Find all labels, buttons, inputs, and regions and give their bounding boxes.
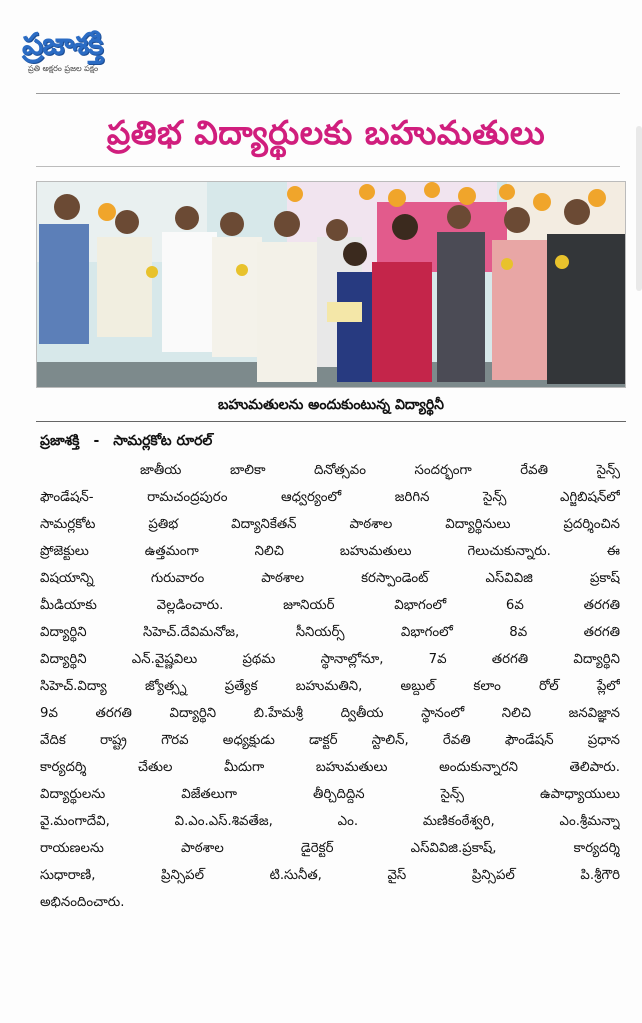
- article-line: రాయణలను పాఠశాల డైరెక్టర్ ఎస్‌వివిజి.ప్రకాష్, కార్యదర్శి: [40, 841, 620, 856]
- header-divider: [36, 93, 620, 94]
- article-line: విషయాన్ని గురువారం పాఠశాల కరస్పాండెంట్ ఎస్‌వివిజి ప్రకాష్: [40, 571, 620, 586]
- article-line: విద్యార్థిని ఎన్.వైష్ణవిలు ప్రథమ స్థానాల్లోనూ, 7వ తరగతి విద్యార్థిని: [40, 652, 620, 667]
- dateline-place: సామర్లకోట రూరల్: [113, 433, 213, 449]
- article-line: విద్యార్థిని సిహెచ్.దేవిమనోజ, సీనియర్స్ విభాగంలో 8వ తరగతి: [40, 625, 620, 640]
- dateline: [40, 428, 620, 454]
- article-line: 9వ తరగతి విద్యార్థిని బి.హేమశ్రీ ద్వితీయ స్థానంలో నిలిచి జనవిజ్ఞాన: [40, 706, 620, 721]
- logo-tagline: ప్రతి అక్షరం ప్రజల పక్షం: [28, 64, 99, 73]
- article-line: కార్యదర్శి చేతుల మీదుగా బహుమతులు అందుకున్నారని తెలిపారు.: [40, 760, 620, 775]
- logo-text: ప్రజాశక్తి: [22, 27, 103, 62]
- article-body: [40, 457, 620, 916]
- scrollbar[interactable]: [636, 126, 642, 291]
- masthead-logo: [22, 28, 202, 88]
- article-line: వేదిక రాష్ట్ర గౌరవ అధ్యక్షుడు డాక్టర్ స్టాలిన్, రేవతి ఫౌండేషన్ ప్రధాన: [40, 733, 620, 748]
- headline: ప్రతిభ విద్యార్థులకు బహుమతులు: [106, 113, 546, 152]
- article-line: అభినందించారు.: [40, 895, 125, 910]
- dateline-source: ప్రజాశక్తి: [40, 433, 80, 449]
- article-line: ప్రోజెక్టులు ఉత్తమంగా నిలిచి బహుమతులు గెలుచుకున్నారు. ఈ: [40, 544, 620, 559]
- article-line: మీడియాకు వెల్లడించారు. జూనియర్ విభాగంలో 6వ తరగతి: [40, 598, 620, 613]
- article-line: ఫౌండేషన్- రామచంద్రపురం ఆధ్వర్యంలో జరిగిన సైన్స్ ఎగ్జిబిషన్‌లో: [40, 490, 620, 505]
- award-ceremony-photo: [36, 181, 626, 388]
- photo-caption: బహుమతులను అందుకుంటున్న విద్యార్థినీ: [217, 397, 445, 413]
- headline-divider: [36, 166, 620, 167]
- article-line: సామర్లకోట ప్రతిభ విద్యానికేతన్ పాఠశాల విద్యార్థినులు ప్రదర్శించిన: [40, 517, 620, 532]
- caption-divider: [36, 421, 626, 422]
- article-line: వై.మంగాదేవి, వి.ఎం.ఎస్.శివతేజ, ఎం. మణికంఠేశ్వరి, ఎం.శ్రీమన్నా: [40, 814, 620, 829]
- article-line: సుధారాణి, ప్రిన్సిపల్ టి.సునీత, వైస్ ప్రిన్సిపల్ పి.శ్రీగౌరి: [40, 868, 620, 883]
- article-line: జాతీయ బాలికా దినోత్సవం సందర్భంగా రేవతి సైన్స్: [140, 463, 620, 478]
- dateline-separator: -: [93, 433, 100, 449]
- article-line: సిహెచ్.విద్యా జ్యోత్స్న ప్రత్యేక బహుమతిని, అబ్దుల్ కలాం రోల్ ప్లేలో: [40, 679, 620, 694]
- photo-illustration: [37, 182, 626, 388]
- article-line: విద్యార్థులను విజేతలుగా తీర్చిదిద్దిన సైన్స్ ఉపాధ్యాయులు: [40, 787, 620, 802]
